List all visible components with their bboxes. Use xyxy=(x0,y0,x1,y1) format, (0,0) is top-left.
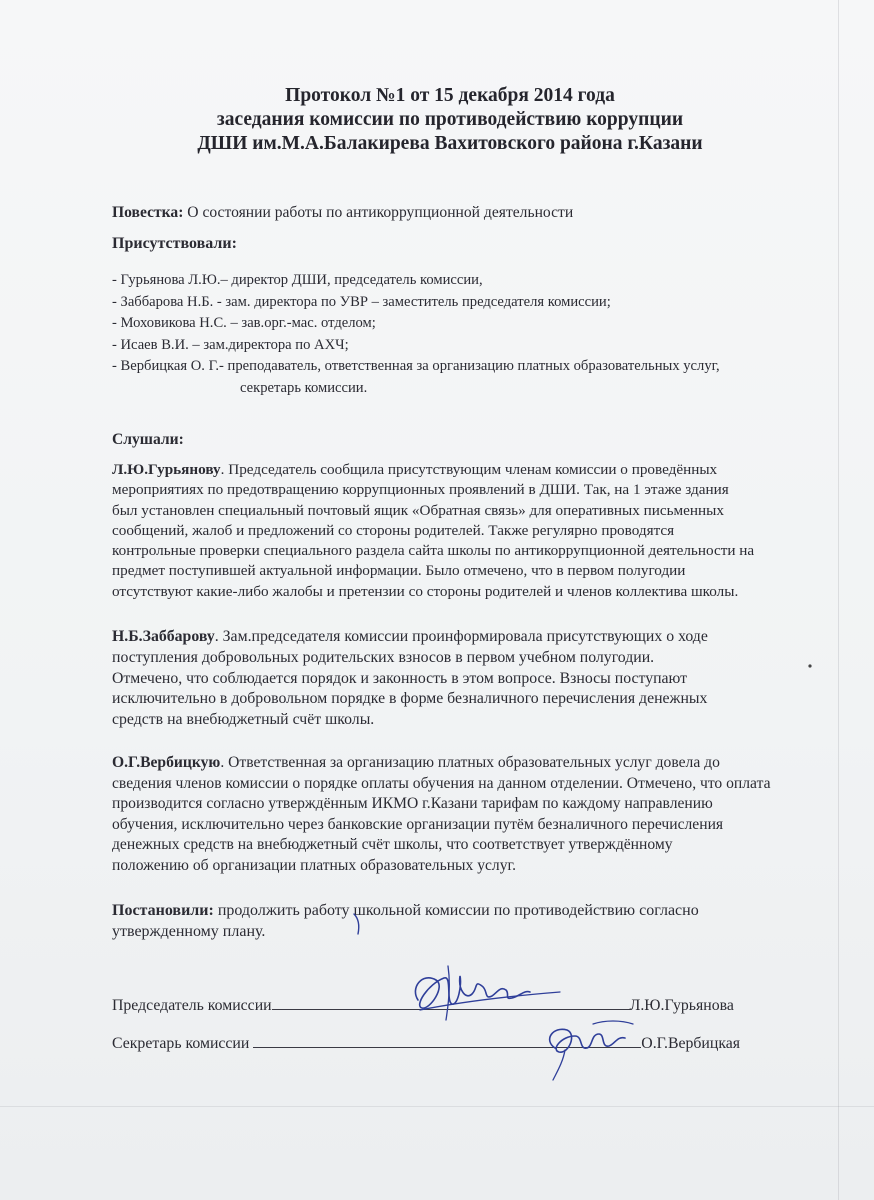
agenda-text: О состоянии работы по антикоррупционной деятельности xyxy=(183,204,574,221)
chair-name: Л.Ю.Гурьянова xyxy=(629,997,734,1014)
report-line: . Зам.председателя комиссии проинформировала присутствующих о ходе xyxy=(214,628,708,645)
report-line: был установлен специальный почтовый ящик «Обратная связь» для оперативных письменных xyxy=(112,501,724,519)
report-line: сообщений, жалоб и предложений со стороны родителей. Также регулярно проводятся xyxy=(112,521,675,539)
heard-heading: Слушали: xyxy=(112,431,184,448)
attendee-item: - Моховикова Н.С. – зав.орг.-мас. отделом; xyxy=(112,315,376,331)
decision-line: утвержденному плану. xyxy=(112,923,266,940)
chair-handwritten-signature xyxy=(400,950,580,1030)
report-speaker: Л.Ю.Гурьянову xyxy=(112,461,221,478)
report-speaker: Н.Б.Заббарову xyxy=(112,628,215,645)
attendee-item: - Вербицкая О. Г.- преподаватель, ответственная за организацию платных образовательных услуг, xyxy=(112,358,720,374)
report-line: денежных средств на внебюджетный счёт школы, что соответствует утверждённому xyxy=(112,836,673,854)
secretary-signature-row xyxy=(112,1033,740,1053)
report-speaker: О.Г.Вербицкую xyxy=(112,754,221,771)
report-paragraph-1 xyxy=(112,460,812,602)
chair-title: Председатель комиссии xyxy=(112,997,272,1014)
decision-paragraph xyxy=(112,900,812,942)
agenda-label: Повестка: xyxy=(112,204,184,221)
title-line-1: Протокол №1 от 15 декабря 2014 года xyxy=(285,85,615,106)
attendee-item-continuation: секретарь комиссии. xyxy=(240,379,368,396)
decision-line: продолжить работу школьной комиссии по противодействию согласно xyxy=(213,902,699,919)
report-line: сведения членов комиссии о порядке оплаты обучения на данном отделении. Отмечено, что оплата xyxy=(112,774,771,792)
attendees-heading: Присутствовали: xyxy=(112,235,237,252)
agenda xyxy=(112,203,573,223)
paper-fold-horizontal xyxy=(0,1106,874,1107)
report-paragraph-2 xyxy=(112,627,812,731)
report-line: . Ответственная за организацию платных образовательных услуг довела до xyxy=(220,754,720,771)
signature-line xyxy=(253,1033,641,1048)
report-line: положению об организации платных образовательных услуг. xyxy=(112,856,517,874)
title-line-2: заседания комиссии по противодействию коррупции xyxy=(216,109,684,130)
report-line: производится согласно утверждённым ИКМО г.Казани тарифам по каждому направлению xyxy=(112,795,713,813)
document-title xyxy=(0,84,874,156)
report-line: . Председатель сообщила присутствующим членам комиссии о проведённых xyxy=(220,461,718,478)
report-line: исключительно в добровольном порядке в форме безналичного перечисления денежных xyxy=(112,690,708,708)
report-line: Отмечено, что соблюдается порядок и законность в этом вопросе. Взносы поступают xyxy=(112,669,688,687)
report-paragraph-3 xyxy=(112,753,812,877)
title-line-3: ДШИ им.М.А.Балакирева Вахитовского района г.Казани xyxy=(197,133,703,154)
decision-label: Постановили: xyxy=(112,902,214,919)
report-line: обучения, исключительно через банковские организации путём безналичного перечисления xyxy=(112,815,724,833)
report-line: отсутствуют какие-либо жалобы и претензии со стороны родителей и членов коллектива школы. xyxy=(112,582,739,600)
report-line: предмет поступившей актуальной информации. Было отмечено, что в первом полугодии xyxy=(112,562,686,580)
chair-signature-row xyxy=(112,995,734,1015)
report-line: мероприятиях по предотвращению коррупционных проявлений в ДШИ. Так, на 1 этаже здания xyxy=(112,481,729,499)
attendee-item: - Исаев В.И. – зам.директора по АХЧ; xyxy=(112,336,349,353)
stray-pen-mark xyxy=(348,908,370,938)
report-line: контрольные проверки специального раздела сайта школы по антикоррупционной деятельности на xyxy=(112,542,755,560)
report-line: поступления добровольных родительских взносов в первом учебном полугодии. xyxy=(112,648,655,666)
attendee-item: - Гурьянова Л.Ю.– директор ДШИ, председатель комиссии, xyxy=(112,272,483,288)
attendee-item: - Заббарова Н.Б. - зам. директора по УВР – заместитель председателя комиссии; xyxy=(112,293,611,310)
attendees-list xyxy=(112,270,720,399)
paper-fold-vertical xyxy=(838,0,839,1200)
secretary-name: О.Г.Вербицкая xyxy=(641,1035,741,1052)
stray-dot-mark xyxy=(806,662,814,670)
report-line: средств на внебюджетный счёт школы. xyxy=(112,711,375,729)
secretary-title: Секретарь комиссии xyxy=(112,1035,254,1052)
signature-line xyxy=(272,995,630,1010)
